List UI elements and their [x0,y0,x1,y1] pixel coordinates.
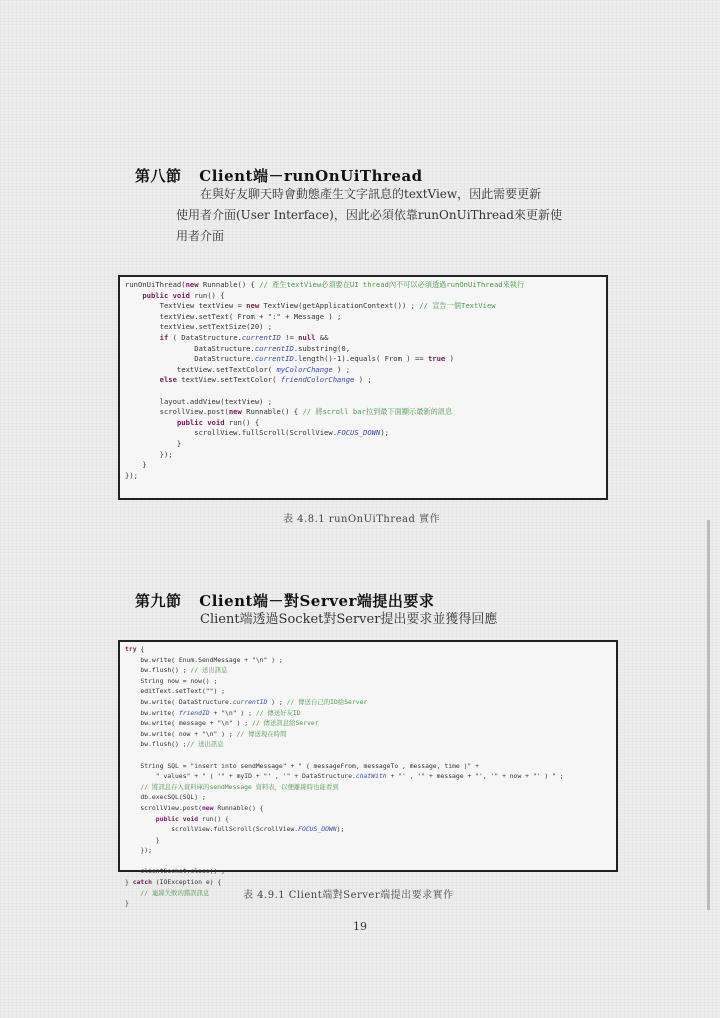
page-number: 19 [353,920,367,933]
code8-line: scrollView.post(new Runnable() { // 將scroll bar拉到最下面顯示最新的訊息 [125,407,453,417]
code9-line: editText.setText("") ; [125,687,226,696]
code8-line: public void run() { [142,290,225,300]
code9-line: bw.write( message + "\n" ) ; // 傳送訊息給Server [125,719,319,728]
code9-line: bw.flush() ;// 送出訊息 [125,740,224,749]
code8-line: TextView textView = new TextView(getApplicationContext()) ; // 宣告一個TextView [125,301,496,311]
page-edge-shadow [707,520,710,910]
section-9-number: 第九節 [135,592,182,610]
code9-line [125,857,611,868]
code9-line: clientSocket.close() ; [125,867,226,876]
code8-line [125,386,601,397]
code8-line: DataStructure.currentID.length()-1).equals( From ) == true ) [125,354,454,364]
code9-line [125,751,611,762]
section-9-paragraph [200,609,620,630]
code9-line: String now = now() ; [125,676,218,685]
code9-line: // 將訊息存入資料庫的sendMessage 資料表，以便離線時也能看到 [140,782,339,791]
code-block-run-on-ui-thread [118,275,608,500]
code9-line: // 連線失敗的錯誤訊息 [140,888,210,897]
code8-line: }); [125,470,138,480]
paragraph-line: 在與好友聊天時會動態產生文字訊息的textView，因此需要更新 [200,187,542,201]
code9-line: bw.write( Enum.SendMessage + "\n" ) ; [125,655,283,664]
code8-line: textView.setTextSize(20) ; [125,322,273,332]
table-caption-4-8-1: 表 4.8.1 runOnUiThread 實作 [283,514,441,525]
paragraph-line: 使用者介面(User Interface)，因此必須依靠runOnUiThread來更新使 [176,208,562,222]
code8-line: }); [125,449,173,459]
section-9-title: Client端－對Server端提出要求 [199,592,435,610]
code8-line: runOnUiThread(new Runnable() { // 產生textView必須要在UI thread內不可以必須透過runOnUiThread來執行 [125,280,525,289]
section-8-title: Client端－runOnUiThread [199,167,423,185]
code9-line: String SQL = "insert into sendMessage" + " ( messageFrom, messageTo , message, time )" + [125,761,479,770]
section-8-number: 第八節 [135,167,182,185]
section-8-paragraph [176,184,616,247]
code9-line: " values" + " ( '" + myID + "' , '" + DataStructure.chatWith + "' , '" + message + "', '" + now + "' ) " ; [125,772,564,781]
code9-line: public void run() { [155,814,229,823]
code9-line: } catch (IOException e) { [125,878,222,887]
code9-line: scrollView.post(new Runnable() { [125,803,264,812]
paragraph-line: 用者介面 [176,229,225,243]
code9-line: bw.write( now + "\n" ) ; // 傳送現在時間 [125,729,287,738]
section-9-heading [135,590,434,611]
code8-line: if ( DataStructure.currentID != null && [159,332,329,342]
table-caption-4-9-1: 表 4.9.1 Client端對Server端提出要求實作 [243,890,454,901]
code8-line: layout.addView(textView) ; [125,396,273,406]
code9-line: }); [125,846,152,855]
code9-line: scrollView.fullScroll(ScrollView.FOCUS_DOWN); [125,825,345,834]
code8-line: scrollView.fullScroll(ScrollView.FOCUS_DOWN); [125,428,389,438]
code9-line: } [125,835,160,844]
code8-line: } [125,438,182,448]
code9-line: bw.write( friendID + "\n" ) ; // 傳送好友ID [125,708,301,717]
code8-line: public void run() { [176,417,260,427]
code8-line: textView.setTextColor( myColorChange ) ; [125,364,351,374]
code9-line: } [125,899,129,908]
paragraph-line: Client端透過Socket對Server提出要求並獲得回應 [200,612,498,627]
code8-line: textView.setText( From + ":" + Message ) ; [125,311,342,321]
code9-line: bw.write( DataStructure.currentID ) ; // 傳送自己的ID給Server [125,697,368,706]
section-8-heading [135,165,423,186]
code9-line: db.execSQL(SQL) ; [125,793,206,802]
code9-line: bw.flush() ; // 送出訊息 [125,666,228,675]
code8-line: else textView.setTextColor( friendColorChange ) ; [159,375,372,385]
code9-line: try { [125,645,145,653]
code8-line: DataStructure.currentID.substring(0, [125,343,351,353]
code8-line: } [125,460,147,470]
